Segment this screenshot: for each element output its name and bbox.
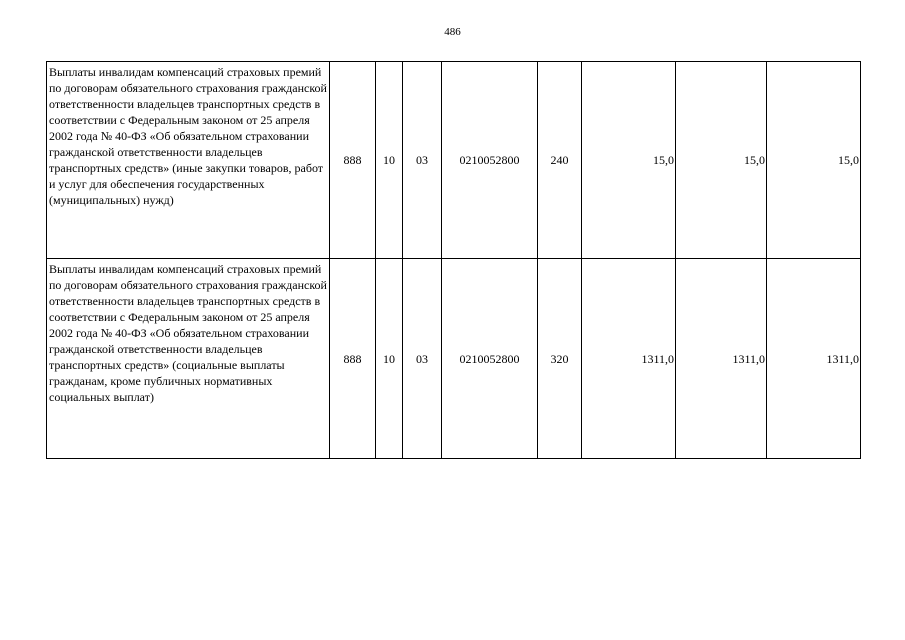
budget-table <box>46 61 861 459</box>
table-row <box>47 259 861 459</box>
subsection-code-cell: 03 <box>403 259 442 459</box>
amount-cell-2: 1311,0 <box>676 259 767 459</box>
expense-type-cell: 240 <box>538 62 582 259</box>
expense-type-cell: 320 <box>538 259 582 459</box>
target-article-cell: 0210052800 <box>442 259 538 459</box>
section-code-cell: 10 <box>376 62 403 259</box>
amount-cell-3: 1311,0 <box>767 259 861 459</box>
subsection-code-cell: 03 <box>403 62 442 259</box>
amount-cell-3: 15,0 <box>767 62 861 259</box>
ministry-code-cell: 888 <box>330 62 376 259</box>
target-article-cell: 0210052800 <box>442 62 538 259</box>
amount-cell-1: 1311,0 <box>582 259 676 459</box>
description-cell: Выплаты инвалидам компенсаций страховых премий по договорам обязательного страхования гражданской ответственности владельцев транспортных средств в соответствии с Федеральным законом от 25 апреля 2002 года № 40-ФЗ «Об обязательном страховании гражданской ответственности владельцев транспортных средств» (иные закупки товаров, работ и услуг для обеспечения государственных (муниципальных) нужд) <box>47 62 330 259</box>
amount-cell-2: 15,0 <box>676 62 767 259</box>
description-cell: Выплаты инвалидам компенсаций страховых премий по договорам обязательного страхования гражданской ответственности владельцев транспортных средств в соответствии с Федеральным законом от 25 апреля 2002 года № 40-ФЗ «Об обязательном страховании гражданской ответственности владельцев транспортных средств» (социальные выплаты гражданам, кроме публичных нормативных социальных выплат) <box>47 259 330 459</box>
section-code-cell: 10 <box>376 259 403 459</box>
page-number: 486 <box>444 26 461 38</box>
table-row <box>47 62 861 259</box>
amount-cell-1: 15,0 <box>582 62 676 259</box>
ministry-code-cell: 888 <box>330 259 376 459</box>
